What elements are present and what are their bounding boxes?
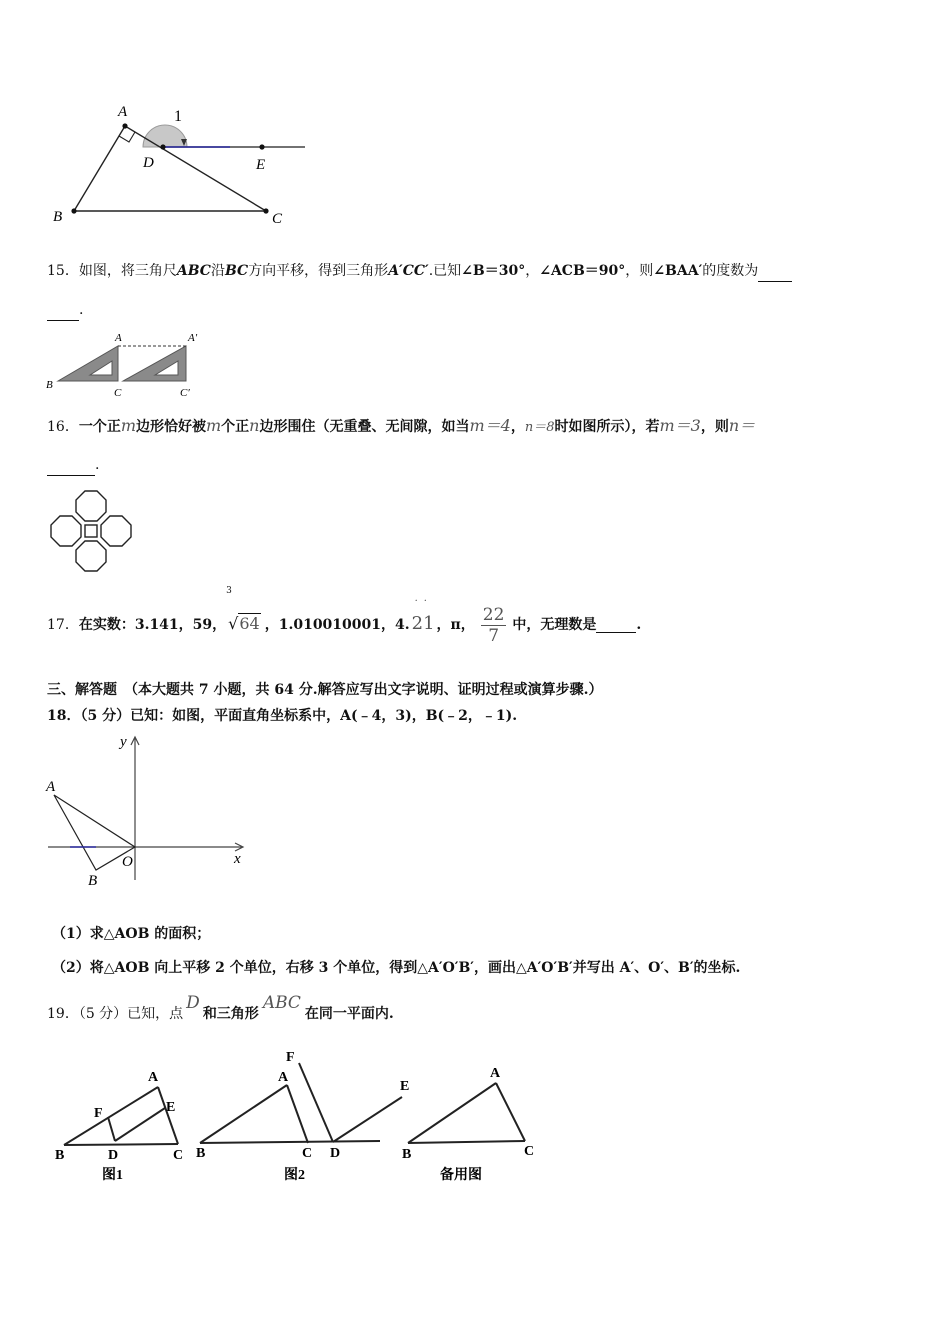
section-3-header: 三、解答题 （本大题共 7 小题，共 64 分.解答应写出文字说明、证明过程或演算步骤.）: [47, 682, 603, 698]
fig1-label-e: E: [166, 1100, 176, 1115]
spare-label-c: C: [524, 1144, 535, 1159]
fig2-label-b: B: [196, 1146, 206, 1161]
label-y: y: [120, 734, 127, 750]
label-c-prime: C′: [180, 387, 190, 399]
figure-q18: [40, 730, 260, 890]
spare-label-a: A: [490, 1066, 501, 1081]
fig1-label-c: C: [173, 1148, 184, 1163]
label-b: B: [46, 379, 53, 391]
answer-blank-17[interactable]: [596, 618, 636, 633]
question-15-cont: .: [47, 300, 83, 321]
label-x: x: [234, 851, 241, 867]
repeating-decimal: ·· 21: [411, 596, 435, 634]
figure-q14: [40, 95, 320, 235]
cube-root-64: 3 √64: [226, 586, 260, 633]
label-b: B: [88, 873, 98, 889]
fig1-label-b: B: [55, 1148, 65, 1163]
label-a: A: [46, 779, 56, 795]
label-e: E: [256, 157, 266, 173]
caption-spare: 备用图: [440, 1168, 482, 1183]
angle-1-sector: [143, 125, 187, 147]
answer-blank-16[interactable]: [47, 455, 95, 476]
spare-label-b: B: [402, 1147, 412, 1162]
question-19: 19．（5 分）已知，点D和三角形ABC在同一平面内.: [47, 993, 394, 1022]
fig2-label-d: D: [330, 1146, 341, 1161]
label-a: A: [115, 332, 122, 344]
label-a-prime: A′: [188, 332, 198, 344]
question-18-part-2: （2）将△AOB 向上平移 2 个单位，右移 3 个单位，得到△A′O′B′，画出△A′O′B′并写出 A′、O′、B′的坐标.: [52, 960, 741, 976]
label-angle-1: 1: [174, 108, 182, 125]
fig2-label-e: E: [400, 1079, 410, 1094]
fraction-22-7: $\frac{22}{7}$: [482, 604, 505, 646]
fig1-label-d: D: [108, 1148, 119, 1163]
figure-q19: [50, 1045, 550, 1195]
figure-q15: [40, 326, 220, 400]
answer-blank-15a[interactable]: [758, 261, 792, 282]
question-15: 15．如图，将三角尺ABC沿BC方向平移，得到三角形A′CC′.已知∠B＝30°，∠ACB＝90°，则∠BAA′的度数为: [47, 261, 792, 282]
label-a: A: [118, 104, 128, 120]
figure-q16: [50, 490, 132, 572]
answer-blank-15b[interactable]: [47, 300, 79, 321]
question-18-part-1: （1）求△AOB 的面积；: [52, 926, 211, 942]
question-17: 17．在实数：3.141，59， 3 √64 ，1.010010001，4. ·· 21 ，π， $\frac{22}{7}$ 中，无理数是 .: [47, 594, 641, 654]
question-16-cont: .: [47, 455, 99, 476]
fig1-label-f: F: [94, 1106, 103, 1121]
fig2-label-f: F: [286, 1050, 295, 1065]
fig2-label-c: C: [302, 1146, 313, 1161]
caption-fig1: 图1: [102, 1168, 123, 1183]
fig2-label-a: A: [278, 1070, 289, 1085]
label-d: D: [143, 155, 154, 171]
label-o: O: [122, 854, 133, 870]
fig1-label-a: A: [148, 1070, 159, 1085]
question-18: 18．（5 分）已知：如图，平面直角坐标系中，A(﹣4，3)，B(﹣2，﹣1).: [47, 708, 518, 724]
label-c: C: [114, 387, 122, 399]
caption-fig2: 图2: [284, 1168, 305, 1183]
label-c: C: [272, 211, 283, 227]
question-16: 16．一个正m边形恰好被m个正n边形围住（无重叠、无间隙，如当m＝4，n＝8时如图所示），若m＝3，则n＝: [47, 416, 756, 435]
label-b: B: [53, 209, 63, 225]
